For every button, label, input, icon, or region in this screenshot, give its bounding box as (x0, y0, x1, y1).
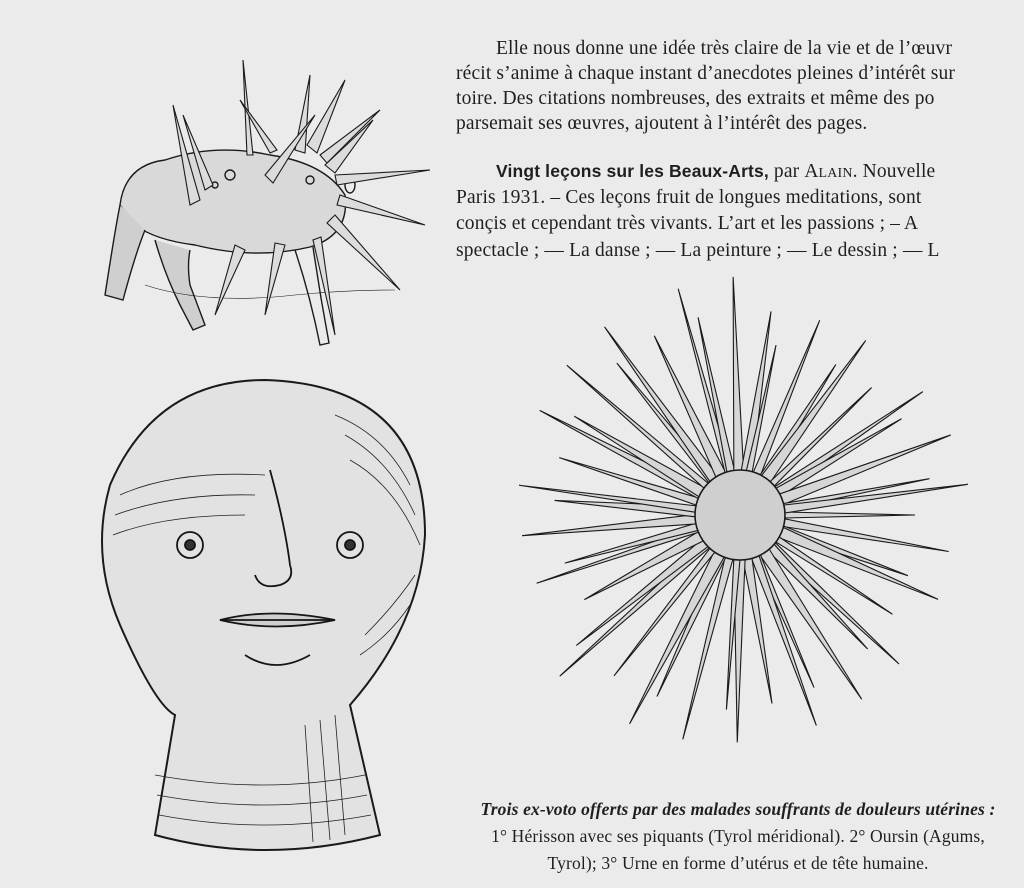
review-by: par (768, 161, 805, 182)
book-review (456, 158, 1024, 264)
caption-title: Trois ex-voto offerts par des malades souffrants de douleurs utérines : (480, 799, 996, 819)
paragraph-line: toire. Des citations nombreuses, des extraits et même des po (456, 88, 935, 109)
paragraph-line: récit s’anime à chaque instant d’anecdotes pleines d’intérêt sur (456, 63, 956, 84)
sea-urchin-illustration (455, 255, 980, 795)
paragraph-line: parsemait ses œuvres, ajoutent à l’intérêt des pages. (456, 113, 868, 134)
intro-paragraph (456, 36, 1024, 136)
caption-line: Tyrol); 3° Urne en forme d’utérus et de tête humaine. (547, 853, 929, 873)
review-edition: . Nouvelle (852, 161, 936, 182)
review-heading-line (456, 158, 1024, 185)
review-line: conçis et cependant très vivants. L’art et les passions ; – A (456, 213, 919, 234)
head-urn-illustration (95, 375, 440, 865)
review-line: Paris 1931. – Ces leçons fruit de longues meditations, sont (456, 186, 922, 208)
hedgehog-illustration (95, 55, 440, 355)
book-title: Vingt leçons sur les Beaux-Arts, (496, 161, 769, 181)
book-author: Alain (804, 161, 853, 182)
review-line: spectacle ; — La danse ; — La peinture ; — Le dessin ; — L (456, 239, 940, 261)
paragraph-line: Elle nous donne une idée très claire de la vie et de l’œuvr (496, 38, 953, 59)
figure-caption (452, 796, 1024, 877)
caption-line: 1° Hérisson avec ses piquants (Tyrol méridional). 2° Oursin (Agums, (491, 826, 985, 846)
